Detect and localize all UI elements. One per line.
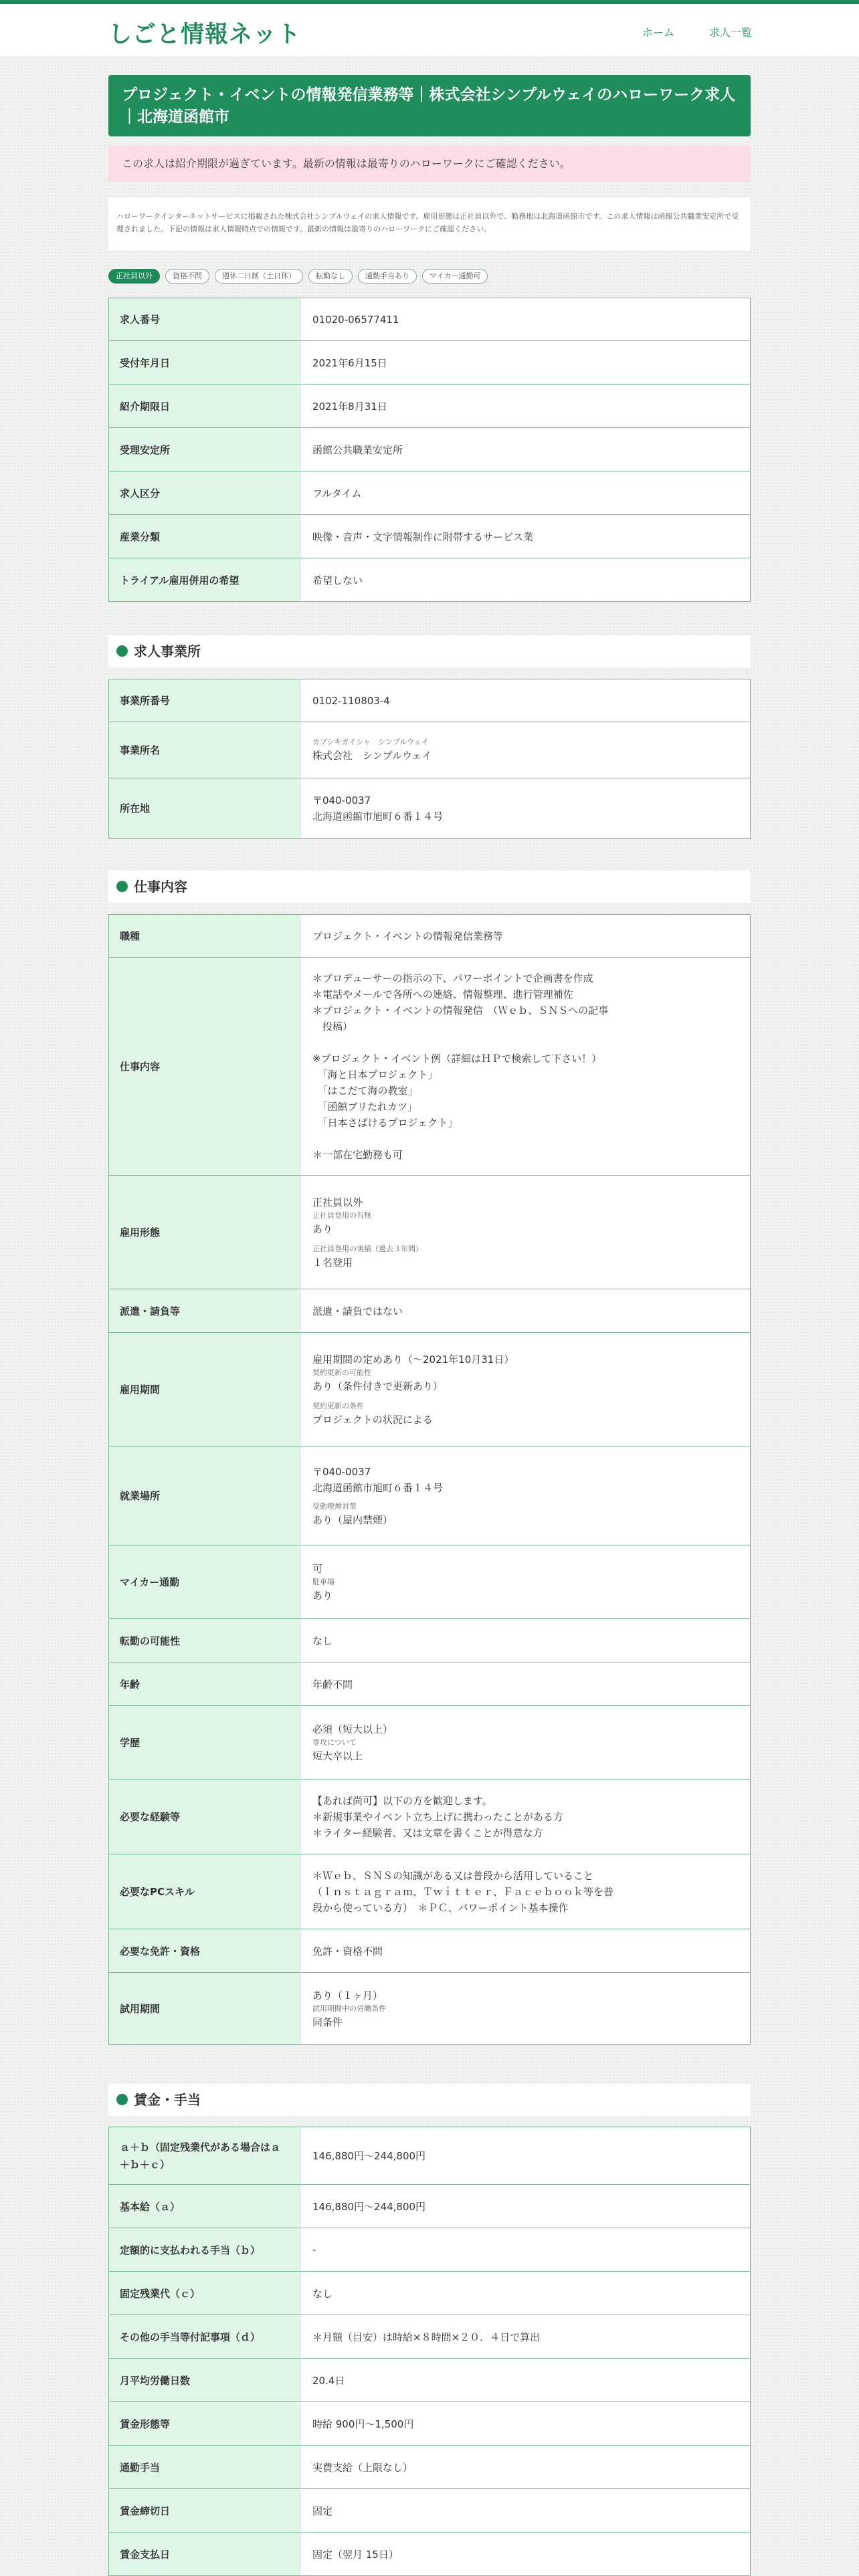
sub-value: あり（屋内禁煙） (312, 1513, 393, 1526)
table-row (109, 1854, 751, 1929)
table-row (109, 2228, 751, 2272)
workplace-address: 北海道函館市旭町６番１４号 (312, 1481, 444, 1494)
sub-label: 契約更新の可能性 (312, 1368, 371, 1377)
row-value: 免許・資格不問 (300, 1929, 751, 1973)
row-label: 受理安定所 (109, 428, 300, 471)
tag-car-commute: マイカー通勤可 (422, 269, 488, 284)
section-heading-office: 求人事業所 (108, 635, 751, 667)
sub-label: 試用期間中の労働条件 (312, 2004, 386, 2013)
office-address: 北海道函館市旭町６番１４号 (312, 810, 444, 823)
row-value (300, 778, 751, 839)
tag-no-qualification: 資格不問 (165, 269, 209, 284)
row-value: なし (300, 2272, 751, 2315)
table-row (109, 2446, 751, 2489)
row-label: 月平均労働日数 (109, 2359, 300, 2402)
row-label: 雇用形態 (109, 1176, 300, 1289)
row-value: 年齢不問 (300, 1662, 751, 1706)
table-row (109, 1662, 751, 1706)
sub-value: プロジェクトの状況による (312, 1413, 433, 1426)
row-label: マイカー通勤 (109, 1545, 300, 1619)
row-value: プロジェクト・イベントの情報発信業務等 (300, 915, 751, 958)
job-info-table (108, 914, 751, 2045)
sub-value: あり (312, 1222, 333, 1235)
section-heading-wage: 賃金・手当 (108, 2084, 751, 2116)
employment-type: 正社員以外 (312, 1196, 363, 1208)
row-value: 0102-110803-4 (300, 679, 751, 722)
tag-non-regular: 正社員以外 (108, 269, 160, 284)
table-row (109, 341, 751, 385)
row-value: ＊月額（目安）は時給×８時間×２０．４日で算出 (300, 2315, 751, 2359)
row-label: 必要な経験等 (109, 1780, 300, 1854)
row-value (300, 1333, 751, 1446)
row-value: 希望しない (300, 558, 751, 602)
employment-period: 雇用期間の定めあり（〜2021年10月31日） (312, 1353, 514, 1366)
table-row (109, 1780, 751, 1854)
table-row (109, 1446, 751, 1545)
sub-value: あり (312, 1589, 333, 1602)
site-logo[interactable]: しごと情報ネット (108, 21, 302, 48)
sub-label: 専攻について (312, 1737, 357, 1747)
row-label: トライアル雇用併用の希望 (109, 558, 300, 602)
row-label: 賃金形態等 (109, 2402, 300, 2446)
row-label: 定額的に支払われる手当（ｂ） (109, 2228, 300, 2272)
site-header (0, 0, 859, 56)
workplace-zip: 〒040-0037 (312, 1465, 371, 1478)
row-value: 146,880円〜244,800円 (300, 2127, 751, 2185)
row-value: 固定（翌月 15日） (300, 2533, 751, 2576)
row-label: 受付年月日 (109, 341, 300, 385)
table-row (109, 1289, 751, 1333)
row-label: 年齢 (109, 1662, 300, 1706)
tag-commute-allowance: 通勤手当あり (358, 269, 417, 284)
row-value: 01020-06577411 (300, 298, 751, 341)
nav-job-list-link[interactable]: 求人一覧 (708, 26, 752, 39)
table-row (109, 471, 751, 515)
table-row (109, 1545, 751, 1619)
table-row (109, 298, 751, 341)
table-row (109, 778, 751, 839)
row-value (300, 1973, 751, 2045)
trial-value: あり（１ヶ月） (312, 1989, 383, 2002)
table-row (109, 2489, 751, 2533)
row-value: 時給 900円〜1,500円 (300, 2402, 751, 2446)
row-value (300, 1176, 751, 1289)
row-label: 雇用期間 (109, 1333, 300, 1446)
row-label: ａ＋ｂ（固定残業代がある場合はａ＋ｂ＋ｃ） (109, 2127, 300, 2185)
row-label: 事業所名 (109, 722, 300, 778)
row-value: 2021年8月31日 (300, 385, 751, 428)
sub-value: 短大卒以上 (312, 1749, 363, 1762)
row-label: 学歴 (109, 1706, 300, 1780)
nav-home-link[interactable]: ホーム (642, 26, 674, 39)
section-heading-job: 仕事内容 (108, 871, 751, 903)
table-row (109, 2185, 751, 2228)
table-row (109, 1706, 751, 1780)
row-value: 固定 (300, 2489, 751, 2533)
row-label: 必要なPCスキル (109, 1854, 300, 1929)
row-value: 映像・音声・文字情報制作に附帯するサービス業 (300, 515, 751, 558)
sub-label: 正社員登用の有無 (312, 1210, 371, 1220)
education-value: 必須（短大以上） (312, 1723, 393, 1735)
table-row (109, 2402, 751, 2446)
table-row (109, 2359, 751, 2402)
expired-notice: この求人は紹介期限が過ぎています。最新の情報は最寄りのハローワークにご確認ください。 (108, 146, 751, 182)
tag-two-days-off: 週休二日制（土日休） (215, 269, 303, 284)
tag-no-transfer: 転勤なし (308, 269, 353, 284)
main-nav (642, 24, 752, 39)
table-row (109, 1176, 751, 1289)
table-row (109, 558, 751, 602)
row-label: 固定残業代（ｃ） (109, 2272, 300, 2315)
job-description-summary: ハローワークインターネットサービスに掲載された株式会社シンプルウェイの求人情報です。雇用形態は正社員以外で、勤務地は北海道函館市です。この求人情報は函館公共職業安定所で受理されました。下記の情報は求人情報時点での情報です。最新の情報は最寄りのハローワークにご確認ください。 (108, 198, 751, 250)
row-label: その他の手当等付記事項（ｄ） (109, 2315, 300, 2359)
page-title: プロジェクト・イベントの情報発信業務等｜株式会社シンプルウェイのハローワーク求人｜北海道函館市 (108, 75, 751, 136)
table-row (109, 2272, 751, 2315)
row-label: 賃金締切日 (109, 2489, 300, 2533)
row-label: 派遣・請負等 (109, 1289, 300, 1333)
table-row (109, 1619, 751, 1662)
table-row (109, 515, 751, 558)
office-name: 株式会社 シンプルウェイ (312, 749, 432, 762)
car-commute-value: 可 (312, 1562, 323, 1575)
office-zip: 〒040-0037 (312, 794, 371, 807)
row-value (300, 722, 751, 778)
row-label: 試用期間 (109, 1973, 300, 2045)
sub-label: 駐車場 (312, 1577, 335, 1586)
row-value: - (300, 2228, 751, 2272)
table-row (109, 1929, 751, 1973)
table-row (109, 1333, 751, 1446)
row-label: 必要な免許・資格 (109, 1929, 300, 1973)
table-row (109, 2533, 751, 2576)
table-row (109, 2315, 751, 2359)
row-label: 事業所番号 (109, 679, 300, 722)
row-value: 函館公共職業安定所 (300, 428, 751, 471)
row-label: 基本給（ａ） (109, 2185, 300, 2228)
sub-label: 契約更新の条件 (312, 1401, 364, 1410)
row-value: 146,880円〜244,800円 (300, 2185, 751, 2228)
row-label: 職種 (109, 915, 300, 958)
table-row (109, 722, 751, 778)
row-label: 賃金支払日 (109, 2533, 300, 2576)
row-label: 産業分類 (109, 515, 300, 558)
office-info-table (108, 679, 751, 839)
row-value: 派遣・請負ではない (300, 1289, 751, 1333)
row-value: 20.4日 (300, 2359, 751, 2402)
table-row (109, 679, 751, 722)
row-label: 通勤手当 (109, 2446, 300, 2489)
sub-value: あり（条件付きで更新あり） (312, 1380, 444, 1392)
row-value: フルタイム (300, 471, 751, 515)
table-row (109, 2127, 751, 2185)
sub-value: 同条件 (312, 2016, 343, 2028)
row-value: 【あれば尚可】以下の方を歓迎します。 ＊新規事業やイベント立ち上げに携わったことがある方 ＊ライター経験者、又は文章を書くことが得意な方 (300, 1780, 751, 1854)
row-label: 転勤の可能性 (109, 1619, 300, 1662)
wage-info-table (108, 2127, 751, 2576)
row-label: 就業場所 (109, 1446, 300, 1545)
feature-tags (108, 269, 488, 284)
row-value (300, 1706, 751, 1780)
sub-label: 受動喫煙対策 (312, 1501, 357, 1511)
row-label: 所在地 (109, 778, 300, 839)
row-label: 求人区分 (109, 471, 300, 515)
row-value: なし (300, 1619, 751, 1662)
table-row (109, 385, 751, 428)
sub-label: 正社員登用の実績（過去３年間） (312, 1244, 423, 1253)
table-row (109, 915, 751, 958)
office-name-kana: カブシキガイシャ シンプルウェイ (312, 737, 429, 746)
row-label: 仕事内容 (109, 958, 300, 1176)
row-value (300, 1446, 751, 1545)
row-label: 求人番号 (109, 298, 300, 341)
row-value: ＊プロデューサーの指示の下、パワーポイントで企画書を作成 ＊電話やメールで各所への連絡、情報整理、進行管理補佐 ＊プロジェクト・イベントの情報発信 （Ｗｅｂ、ＳＮＳへの記事 投稿） ※プロジェクト・イベント例（詳細はＨＰで検索して下さい！） 「海と日本プロジェクト」 「はこだて海の教室」 「函館ブリたれカツ」 「日本さばけるプロジェクト」 ＊一部在宅勤務も可 (300, 958, 751, 1176)
row-value: 実費支給（上限なし） (300, 2446, 751, 2489)
row-value (300, 1545, 751, 1619)
table-row (109, 428, 751, 471)
basic-info-table (108, 298, 751, 602)
table-row (109, 1973, 751, 2045)
row-value: ＊Ｗｅｂ、ＳＮＳの知識がある又は普段から活用していること （Ｉｎｓｔａｇｒａｍ、Ｔｗｉｔｔｅｒ、Ｆａｃｅｂｏｏｋ等を普 段から使っている方） ＊ＰＣ、パワーポイント基本操作 (300, 1854, 751, 1929)
sub-value: １名登用 (312, 1256, 353, 1269)
row-value: 2021年6月15日 (300, 341, 751, 385)
table-row (109, 958, 751, 1176)
row-label: 紹介期限日 (109, 385, 300, 428)
